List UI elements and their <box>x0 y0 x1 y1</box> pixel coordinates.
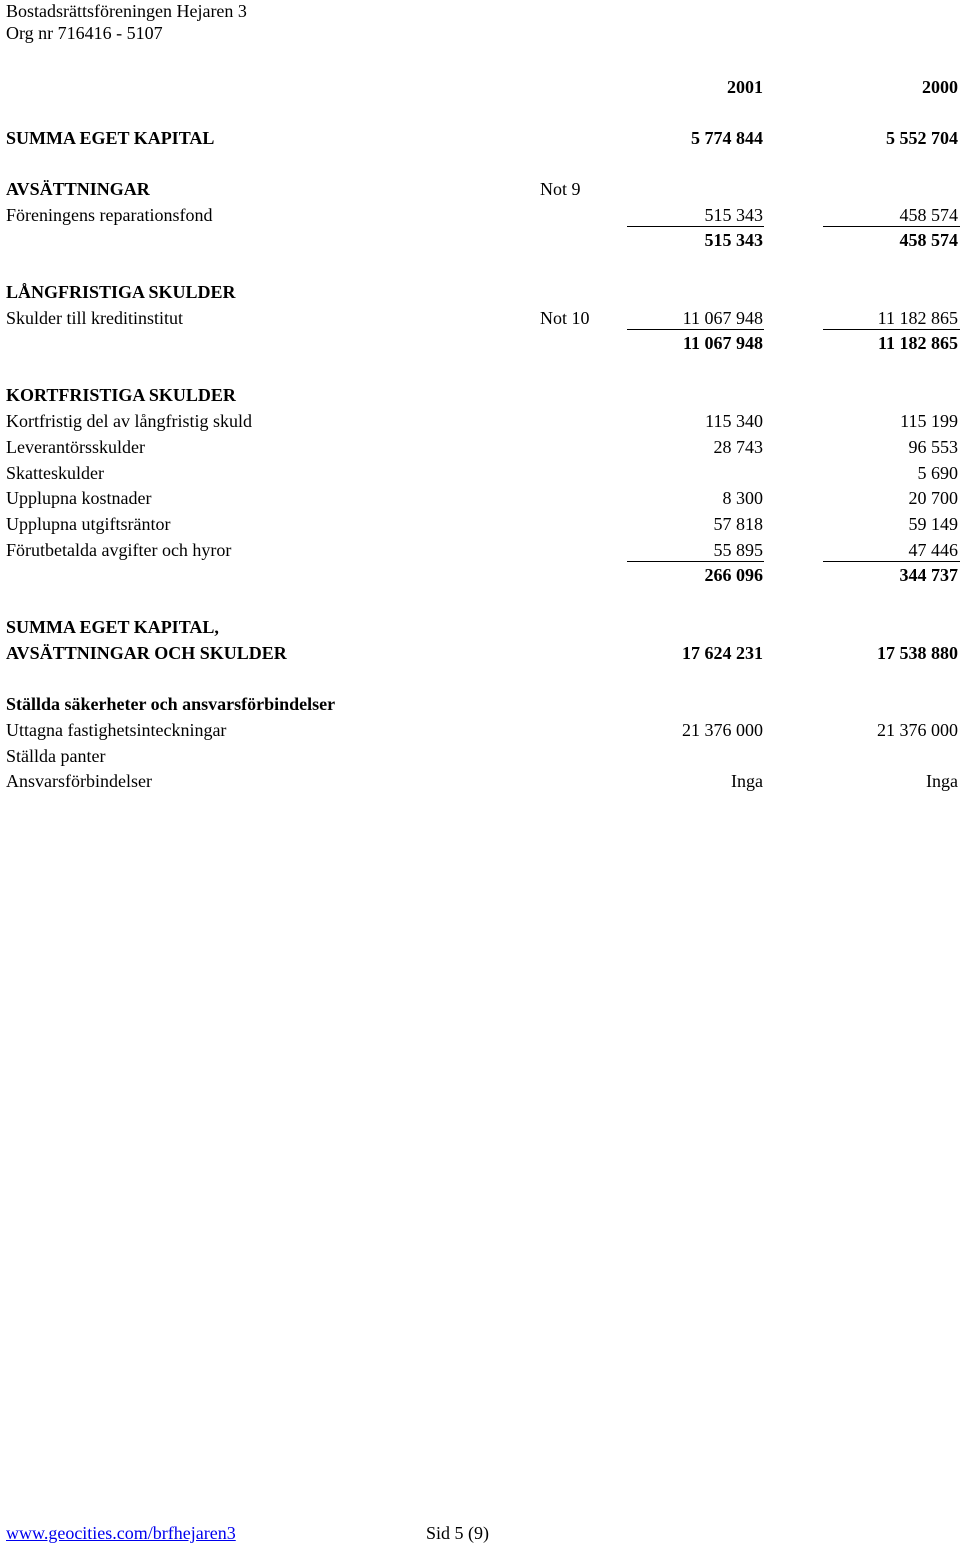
provisions-row-2000: 458 574 <box>899 205 958 225</box>
provisions-rule-2000 <box>823 226 960 227</box>
long-term-debt-rule-2001 <box>627 329 764 330</box>
long-term-debt-subtotal-2000: 11 182 865 <box>877 333 958 353</box>
column-header-2000: 2000 <box>922 77 958 97</box>
pledged-heading: Ställda säkerheter och ansvarsförbindelser <box>6 694 336 714</box>
short-term-debt-row-2001: 8 300 <box>722 488 763 508</box>
short-term-debt-row-2001: 28 743 <box>713 437 763 457</box>
column-header-2001: 2001 <box>727 77 763 97</box>
equity-total-2001: 5 774 844 <box>691 128 763 148</box>
long-term-debt-subtotal-2001: 11 067 948 <box>682 333 763 353</box>
equity-total-label: SUMMA EGET KAPITAL <box>6 128 215 148</box>
long-term-debt-heading: LÅNGFRISTIGA SKULDER <box>6 282 236 302</box>
organization-name: Bostadsrättsföreningen Hejaren 3 <box>6 1 247 21</box>
short-term-debt-row-label: Upplupna utgiftsräntor <box>6 514 171 534</box>
equity-total-2000: 5 552 704 <box>886 128 958 148</box>
pledged-row-2000: 21 376 000 <box>877 720 958 740</box>
short-term-debt-row-2000: 5 690 <box>917 463 958 483</box>
short-term-debt-row-2000: 59 149 <box>908 514 958 534</box>
provisions-subtotal-2001: 515 343 <box>704 230 763 250</box>
short-term-debt-row-2000: 115 199 <box>900 411 958 431</box>
provisions-subtotal-2000: 458 574 <box>899 230 958 250</box>
provisions-note: Not 9 <box>540 179 581 199</box>
provisions-row-2001: 515 343 <box>704 205 763 225</box>
short-term-debt-row-2000: 96 553 <box>908 437 958 457</box>
short-term-debt-row-2000: 47 446 <box>908 540 958 560</box>
pledged-row-2000: Inga <box>926 771 958 791</box>
long-term-debt-row-2000: 11 182 865 <box>877 308 958 328</box>
pledged-row-label: Ansvarsförbindelser <box>6 771 152 791</box>
short-term-debt-subtotal-2000: 344 737 <box>899 565 958 585</box>
pledged-row-2001: Inga <box>731 771 763 791</box>
grand-total-2000: 17 538 880 <box>877 643 958 663</box>
long-term-debt-rule-2000 <box>823 329 960 330</box>
long-term-debt-row-label: Skulder till kreditinstitut <box>6 308 183 328</box>
grand-total-label-line2: AVSÄTTNINGAR OCH SKULDER <box>6 643 287 663</box>
long-term-debt-note: Not 10 <box>540 308 590 328</box>
short-term-debt-row-2001: 115 340 <box>705 411 763 431</box>
short-term-debt-subtotal-2001: 266 096 <box>704 565 763 585</box>
pledged-row-2001: 21 376 000 <box>682 720 763 740</box>
provisions-heading: AVSÄTTNINGAR <box>6 179 150 199</box>
short-term-debt-row-2001: 57 818 <box>713 514 763 534</box>
pledged-row-label: Ställda panter <box>6 746 106 766</box>
short-term-debt-row-label: Kortfristig del av långfristig skuld <box>6 411 252 431</box>
short-term-debt-row-label: Förutbetalda avgifter och hyror <box>6 540 232 560</box>
short-term-debt-heading: KORTFRISTIGA SKULDER <box>6 385 236 405</box>
short-term-debt-rule-2001 <box>627 561 764 562</box>
organization-number: Org nr 716416 - 5107 <box>6 23 163 43</box>
short-term-debt-row-2001: 55 895 <box>713 540 763 560</box>
provisions-rule-2001 <box>627 226 764 227</box>
long-term-debt-row-2001: 11 067 948 <box>682 308 763 328</box>
short-term-debt-row-label: Leverantörsskulder <box>6 437 145 457</box>
grand-total-label-line1: SUMMA EGET KAPITAL, <box>6 617 219 637</box>
short-term-debt-row-2000: 20 700 <box>908 488 958 508</box>
short-term-debt-row-label: Upplupna kostnader <box>6 488 152 508</box>
provisions-row-label: Föreningens reparationsfond <box>6 205 213 225</box>
short-term-debt-rule-2000 <box>823 561 960 562</box>
footer-website-link[interactable]: www.geocities.com/brfhejaren3 <box>6 1523 236 1543</box>
page-number: Sid 5 (9) <box>426 1523 489 1543</box>
pledged-row-label: Uttagna fastighetsinteckningar <box>6 720 227 740</box>
grand-total-2001: 17 624 231 <box>682 643 763 663</box>
short-term-debt-row-label: Skatteskulder <box>6 463 104 483</box>
